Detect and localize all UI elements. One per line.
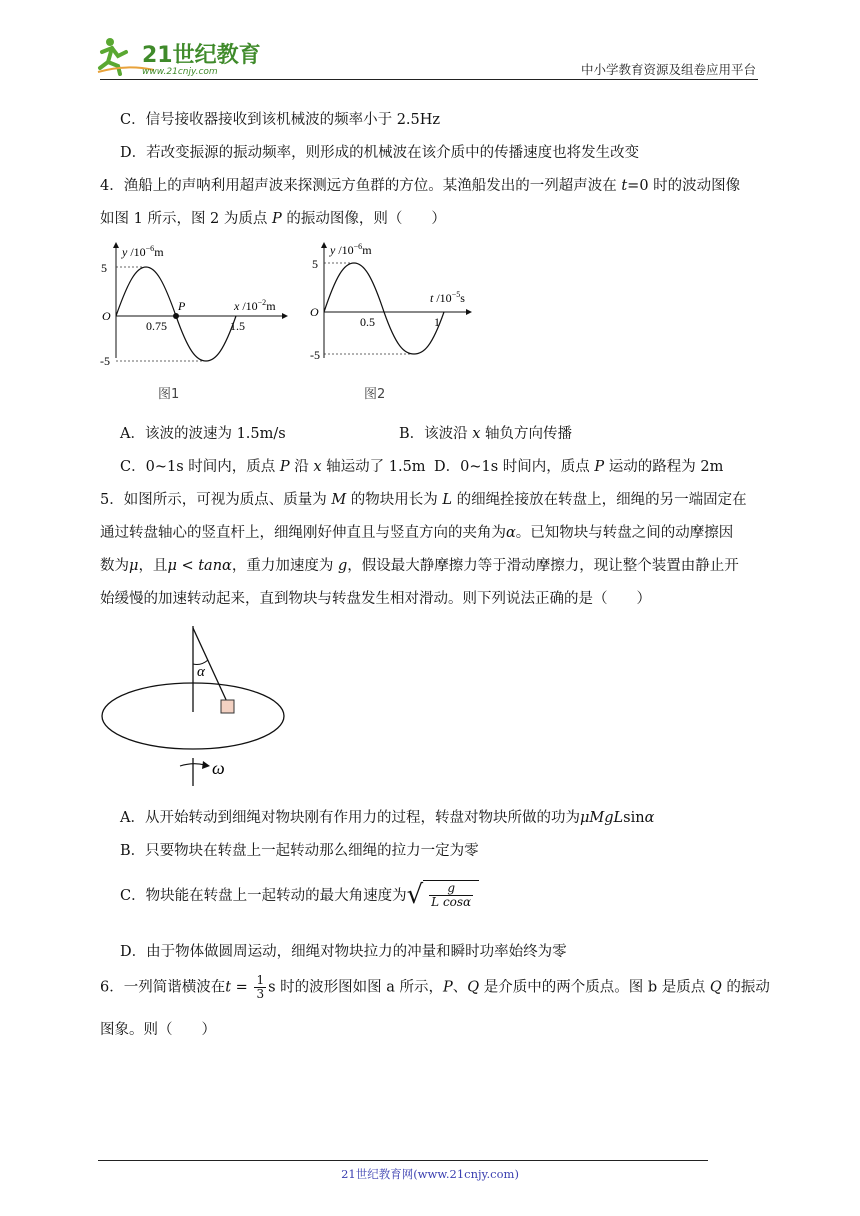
q4-option-b: B．该波沿 x 轴负方向传播 [399,426,573,442]
q5-stem-line2: 通过转盘轴心的竖直杆上，细绳刚好伸直且与竖直方向的夹角为α。已知物块与转盘之间的动摩擦因 [100,525,734,541]
q5-stem-line4: 始缓慢的加速转动起来，直到物块与转盘发生相对滑动。则下列说法正确的是（ ） [100,591,651,607]
fraction-one-third: $\frac{1}{3}$ [256,973,265,1001]
svg-text:α: α [197,664,205,680]
q4-stem-line1: 4．渔船上的声呐利用超声波来探测远方鱼群的方位。某渔船发出的一列超声波在 t=0 时的波动图像 [100,178,741,194]
svg-text:5: 5 [101,261,107,275]
q5-turntable-figure [100,620,300,790]
q5-option-d: D．由于物体做圆周运动，细绳对物块拉力的冲量和瞬时功率始终为零 [120,944,567,960]
header-logo [96,34,266,78]
q5-option-a: A．从开始转动到细绳对物块刚有作用力的过程，转盘对物块所做的功为μMgLsinα [120,810,655,826]
svg-text:0.75: 0.75 [146,319,167,333]
svg-text:x /10−2m: x $/10^{-2}m$ [234,298,276,313]
q3-option-c: C．信号接收器接收到该机械波的频率小于 2.5Hz [120,112,441,128]
q4-figure-1-wave-graph [100,240,300,410]
q5-option-c: C．物块能在转盘上一起转动的最大角速度为 √ $\frac{g}{\text{L cosα}}$ [120,880,479,909]
block-marker [221,700,234,713]
svg-text:y /10−6m: y $/10^{-6}m$ [330,242,372,257]
header-divider [100,79,758,80]
svg-text:t /10−5s: t $/10^{-5}s$ [430,290,465,305]
q5-stem-line1: 5．如图所示，可视为质点、质量为 M 的物块用长为 L 的细绳拴接放在转盘上，细绳的另一端固定在 [100,492,747,508]
q5-option-b: B．只要物块在转盘上一起转动那么细绳的拉力一定为零 [120,843,479,859]
svg-text:0.5: 0.5 [360,315,375,329]
q5-stem-line3: 数为μ，且μ < tanα，重力加速度为 g，假设最大静摩擦力等于滑动摩擦力，现让整个装置由静止开 [100,558,739,574]
svg-text:O: O [310,305,319,319]
svg-text:图1: 图1 [158,387,180,402]
footer-divider [98,1160,708,1161]
q4-option-d: D．0~1s 时间内，质点 P 运动的路程为 2m [434,459,724,475]
q4-option-a: A．该波的波速为 1.5m/s [120,426,286,442]
q4-option-c: C．0~1s 时间内，质点 P 沿 x 轴运动了 1.5m [120,459,426,475]
svg-text:图2: 图2 [364,387,386,402]
q3-option-d: D．若改变振源的振动频率，则形成的机械波在该介质中的传播速度也将发生改变 [120,145,640,161]
q4-figure-2-vibration-graph [300,240,490,410]
q4-stem-line2: 如图 1 所示，图 2 为质点 P 的振动图像，则（ ） [100,211,446,227]
svg-text:5: 5 [312,257,318,271]
sqrt-expression: √ $\frac{g}{\text{L cosα}}$ [407,880,480,909]
q6-stem-line2: 图象。则（ ） [100,1022,216,1038]
svg-text:y /10−6m: y $/10^{-6}m$ [122,244,164,259]
point-p-marker [173,313,179,319]
footer-text[interactable]: 21世纪教育网(www.21cnjy.com) [341,1167,519,1181]
svg-text:O: O [102,309,111,323]
svg-text:-5: -5 [310,348,320,362]
logo-url: www.21cnjy.com [142,67,218,77]
svg-text:-5: -5 [100,354,110,368]
logo-text: 21世纪教育 [142,43,261,68]
runner-logo-icon [96,34,266,78]
svg-text:ω: ω [212,758,225,778]
svg-text:1: 1 [434,315,440,329]
svg-text:1.5: 1.5 [230,319,245,333]
q6-stem-line1: 6．一列简谐横波在t = $\frac{1}{3}$ s 时的波形图如图 a 所示，P、Q 是介质中的两个质点。图 b 是质点 Q 的振动 [100,973,770,1001]
header-platform-name: 中小学教育资源及组卷应用平台 [580,62,756,77]
svg-text:P: P [178,299,186,313]
